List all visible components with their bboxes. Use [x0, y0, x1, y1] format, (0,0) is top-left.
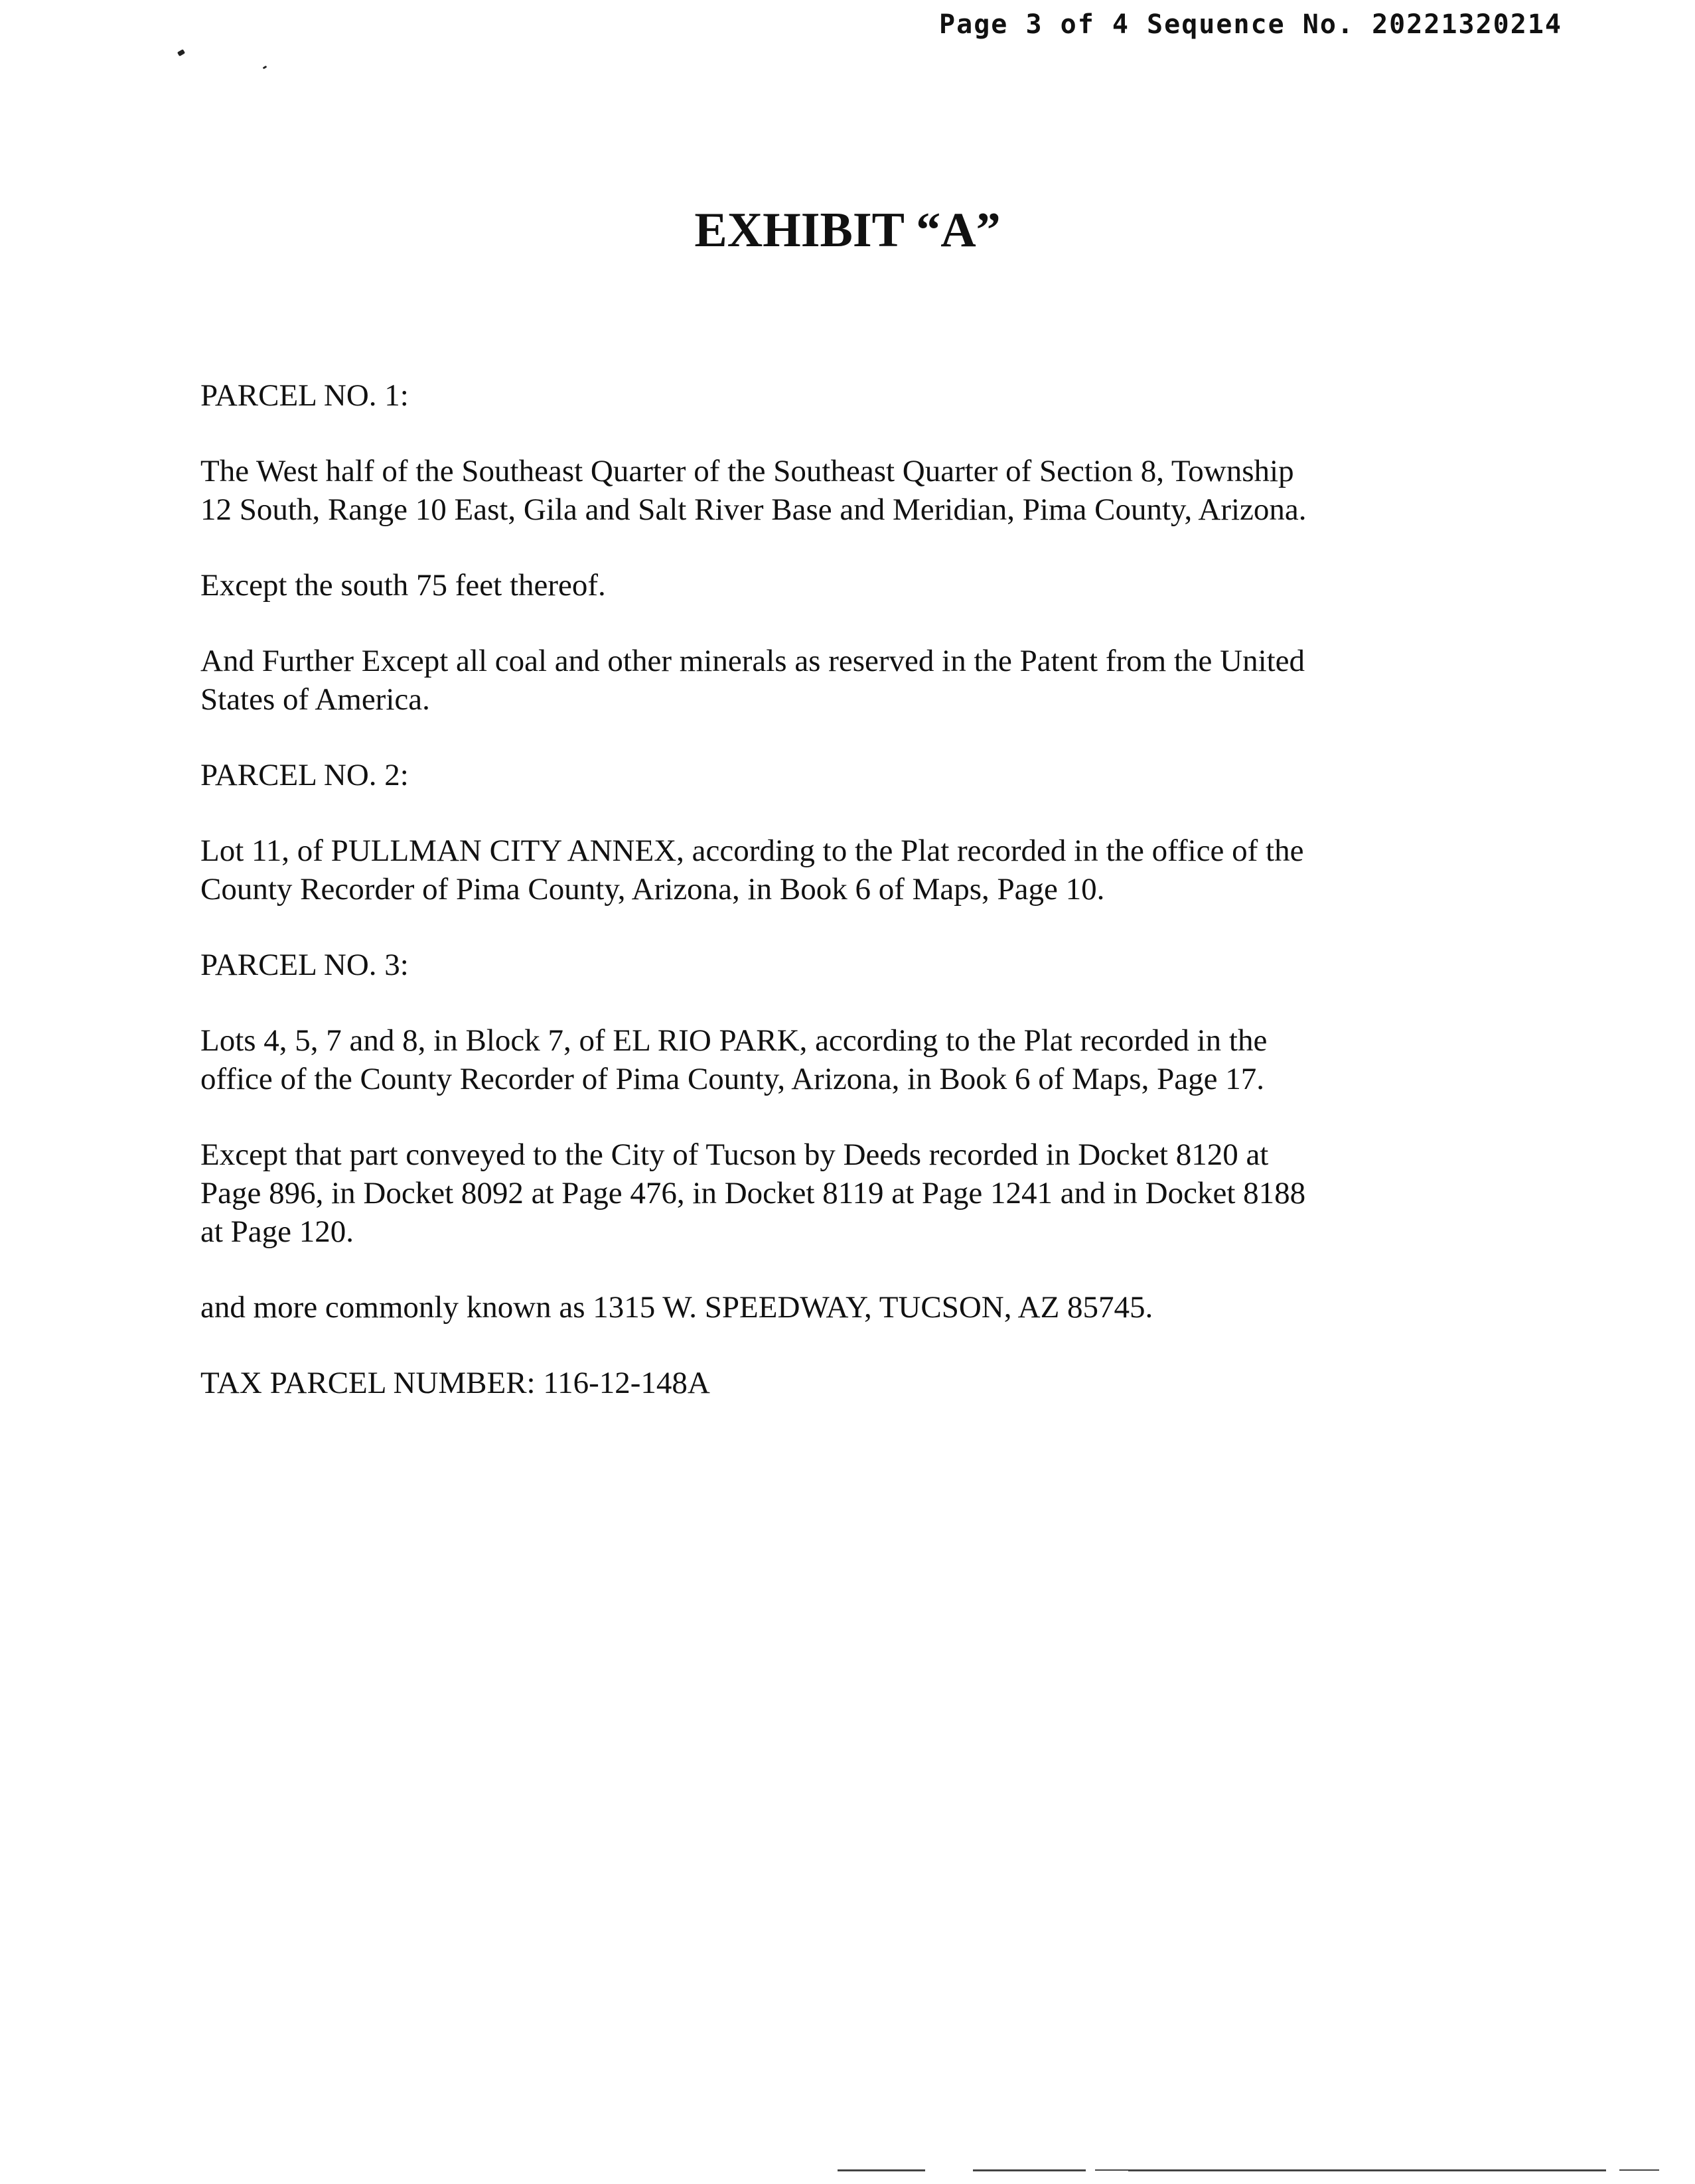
- footer-rule: [838, 2169, 925, 2171]
- parcel-1-further-exception: [200, 642, 1448, 719]
- page-sequence-stamp: Page 3 of 4 Sequence No. 20221320214: [939, 9, 1562, 40]
- scan-footer-rules: [0, 2169, 1695, 2173]
- parcel-1-description: [200, 452, 1448, 529]
- parcel-heading-text: PARCEL NO. 1:: [200, 378, 409, 413]
- legal-description: [200, 376, 1448, 1439]
- property-address: [200, 1288, 1448, 1327]
- parcel-heading-text: PARCEL NO. 3:: [200, 948, 409, 982]
- parcel-3-heading: [200, 946, 1448, 984]
- exception-line: at Page 120.: [200, 1214, 354, 1249]
- exception-line: And Further Except all coal and other minerals as reserved in the Patent from the United: [200, 644, 1305, 678]
- exception-line: Page 896, in Docket 8092 at Page 476, in Docket 8119 at Page 1241 and in Docket 8188: [200, 1176, 1306, 1210]
- description-line: County Recorder of Pima County, Arizona, in Book 6 of Maps, Page 10.: [200, 872, 1105, 907]
- parcel-1-exception: [200, 566, 1448, 605]
- parcel-1-heading: [200, 376, 1448, 415]
- footer-rule: [973, 2169, 1086, 2171]
- description-line: office of the County Recorder of Pima County, Arizona, in Book 6 of Maps, Page 17.: [200, 1062, 1264, 1096]
- exception-line: Except the south 75 feet thereof.: [200, 568, 606, 603]
- tax-parcel-line: TAX PARCEL NUMBER: 116-12-148A: [200, 1366, 710, 1400]
- description-line: 12 South, Range 10 East, Gila and Salt River Base and Meridian, Pima County, Arizona.: [200, 492, 1307, 527]
- parcel-3-description: [200, 1021, 1448, 1098]
- tax-parcel-number: [200, 1364, 1448, 1402]
- exception-line: States of America.: [200, 682, 430, 717]
- exhibit-title: EXHIBIT “A”: [694, 203, 1001, 257]
- parcel-3-exception: [200, 1135, 1448, 1251]
- description-line: The West half of the Southeast Quarter of the Southeast Quarter of Section 8, Township: [200, 454, 1294, 488]
- footer-rule: [1619, 2169, 1659, 2171]
- scan-speck-mark: [177, 49, 185, 56]
- parcel-2-heading: [200, 756, 1448, 794]
- parcel-heading-text: PARCEL NO. 2:: [200, 758, 409, 792]
- footer-rule: [1128, 2169, 1606, 2171]
- scan-speck-mark: [263, 66, 267, 70]
- description-line: Lot 11, of PULLMAN CITY ANNEX, according to the Plat recorded in the office of the: [200, 834, 1304, 868]
- parcel-2-description: [200, 832, 1448, 909]
- address-line: and more commonly known as 1315 W. SPEEDWAY, TUCSON, AZ 85745.: [200, 1290, 1153, 1325]
- description-line: Lots 4, 5, 7 and 8, in Block 7, of EL RIO PARK, according to the Plat recorded in the: [200, 1023, 1268, 1058]
- exception-line: Except that part conveyed to the City of Tucson by Deeds recorded in Docket 8120 at: [200, 1137, 1269, 1172]
